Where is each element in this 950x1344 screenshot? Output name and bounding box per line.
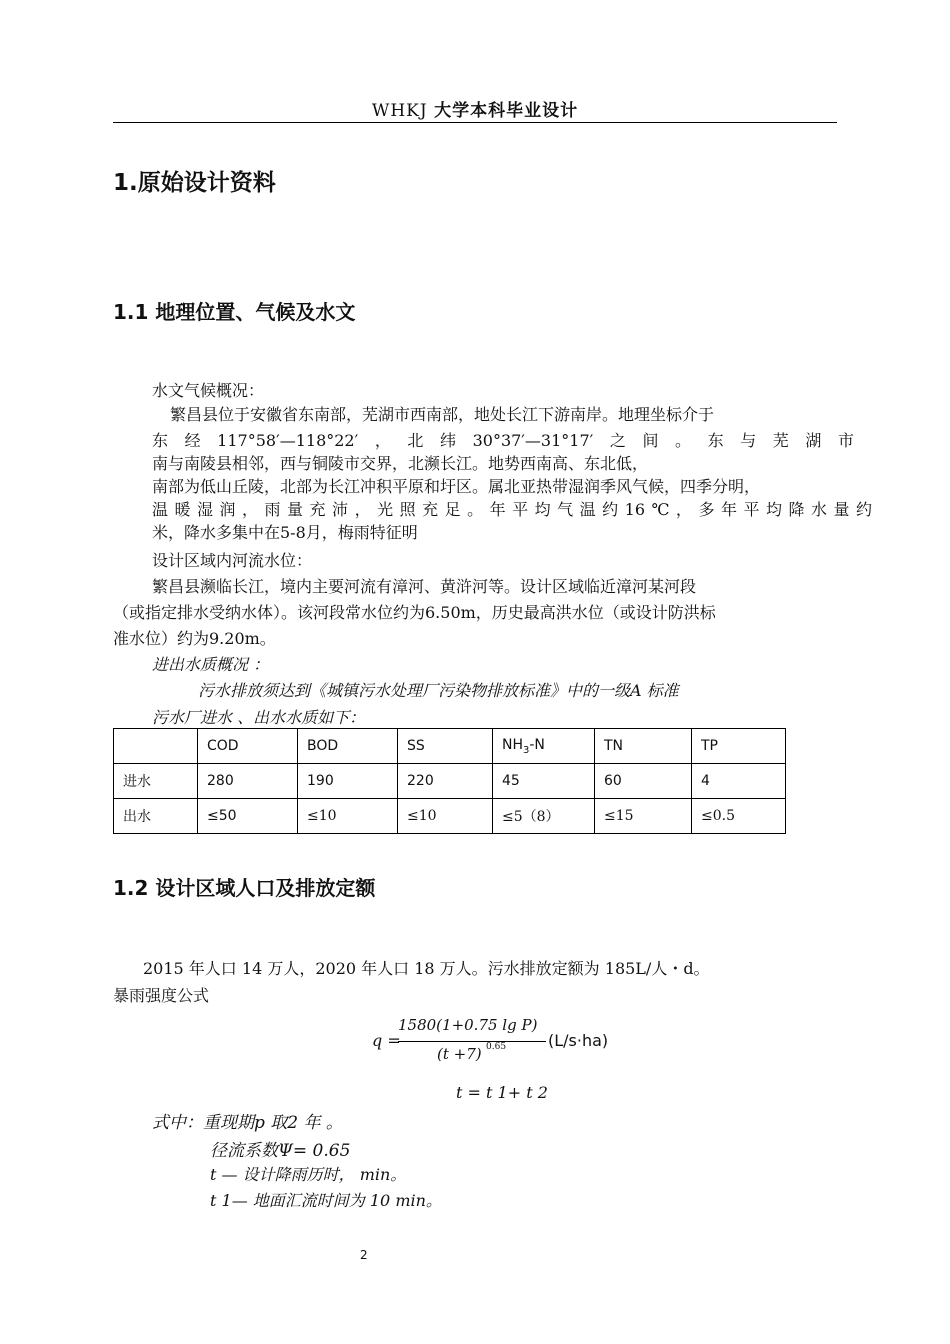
row-label: 进水 [114, 764, 198, 799]
table-header-cell: TN [595, 729, 692, 764]
nh-tail: -N [529, 736, 545, 753]
table-cell: 220 [398, 764, 493, 799]
formula-exponent: 0.65 [486, 1042, 507, 1052]
nh-base: NH [502, 736, 523, 753]
note-line: t 1— 地面汇流时间为 10 min。 [210, 1191, 442, 1210]
note-line: 径流系数Ψ= 0.65 [210, 1141, 351, 1161]
table-cell: 4 [692, 764, 786, 799]
page-number: 2 [360, 1248, 368, 1262]
table-cell: ≤0.5 [692, 799, 786, 834]
table-row [114, 799, 786, 834]
table-header-cell: SS [398, 729, 493, 764]
row-label: 出水 [114, 799, 198, 834]
quality-label: 进出水质概况 ： [152, 655, 270, 674]
river-label: 设计区域内河流水位： [152, 551, 313, 570]
note-line: t — 设计降雨历时， min。 [210, 1165, 407, 1184]
river-line: 准水位）约为9.20m。 [113, 629, 276, 648]
table-header-cell [493, 729, 595, 764]
population-line: 2015 年人口 14 万人，2020 年人口 18 万人。污水排放定额为 185L/人・d。 [143, 959, 710, 978]
formula-denominator: (t +7) [437, 1045, 482, 1063]
where-label: 式中：重现期p 取2 年 。 [152, 1113, 343, 1133]
table-header-cell: TP [692, 729, 786, 764]
table-header-cell: BOD [298, 729, 398, 764]
section-title-1-1: 1.1 地理位置、气候及水文 [113, 300, 356, 324]
hydro-line: 南与南陵县相邻，西与铜陵市交界，北濒长江。地势西南高、东北低， [152, 454, 649, 473]
table-header-cell: COD [198, 729, 298, 764]
table-header-cell [114, 729, 198, 764]
section-title-1-2: 1.2 设计区域人口及排放定额 [113, 876, 376, 900]
table-cell: ≤5（8） [493, 799, 595, 834]
table-cell: 190 [298, 764, 398, 799]
table-cell: ≤10 [298, 799, 398, 834]
table-row [114, 764, 786, 799]
fraction-bar [398, 1041, 546, 1042]
formula-lhs: q = [372, 1031, 401, 1050]
river-line: （或指定排水受纳水体）。该河段常水位约为6.50m，历史最高洪水位（或设计防洪标 [113, 603, 716, 622]
table-cell: ≤50 [198, 799, 298, 834]
header-prefix: WHKJ [371, 101, 428, 121]
hydro-line: 温暖湿润，雨量充沛，光照充足。年平均气温约16℃，多年平均降水量约 [152, 500, 872, 519]
table-cell: 60 [595, 764, 692, 799]
table-cell: ≤15 [595, 799, 692, 834]
table-cell: ≤10 [398, 799, 493, 834]
hydro-line: 东经117°58′—118°22′，北纬30°37′—31°17′之间。东与芜湖市 [152, 431, 854, 450]
rainfall-intensity-label: 暴雨强度公式 [113, 986, 210, 1005]
hydro-label: 水文气候概况： [152, 381, 265, 400]
table-cell: 45 [493, 764, 595, 799]
river-line: 繁昌县濒临长江，境内主要河流有漳河、黄浒河等。设计区域临近漳河某河段 [152, 577, 697, 596]
formula-numerator: 1580(1+0.75 lg P) [398, 1016, 538, 1034]
time-formula: t = t 1+ t 2 [456, 1083, 548, 1102]
page-header [0, 96, 950, 121]
table-header-row [114, 729, 786, 764]
header-rule [113, 122, 837, 123]
hydro-line: 繁昌县位于安徽省东南部，芜湖市西南部，地处长江下游南岸。地理坐标介于 [170, 405, 715, 424]
nh-subscript: 3 [523, 744, 530, 756]
hydro-line: 南部为低山丘陵，北部为长江冲积平原和圩区。属北亚热带湿润季风气候，四季分明， [152, 477, 761, 496]
standard-line: 污水排放须达到《城镇污水处理厂污染物排放标准》中的一级A 标准 [198, 681, 679, 700]
chapter-title: 1.原始设计资料 [113, 170, 276, 196]
header-title: 大学本科毕业设计 [434, 101, 579, 121]
hydro-line: 米，降水多集中在5-8月，梅雨特征明 [152, 523, 418, 542]
table-cell: 280 [198, 764, 298, 799]
formula-units: (L/s·ha) [548, 1031, 609, 1050]
water-quality-table [113, 728, 786, 834]
table-intro: 污水厂进水 、出水水质如下： [152, 708, 366, 727]
